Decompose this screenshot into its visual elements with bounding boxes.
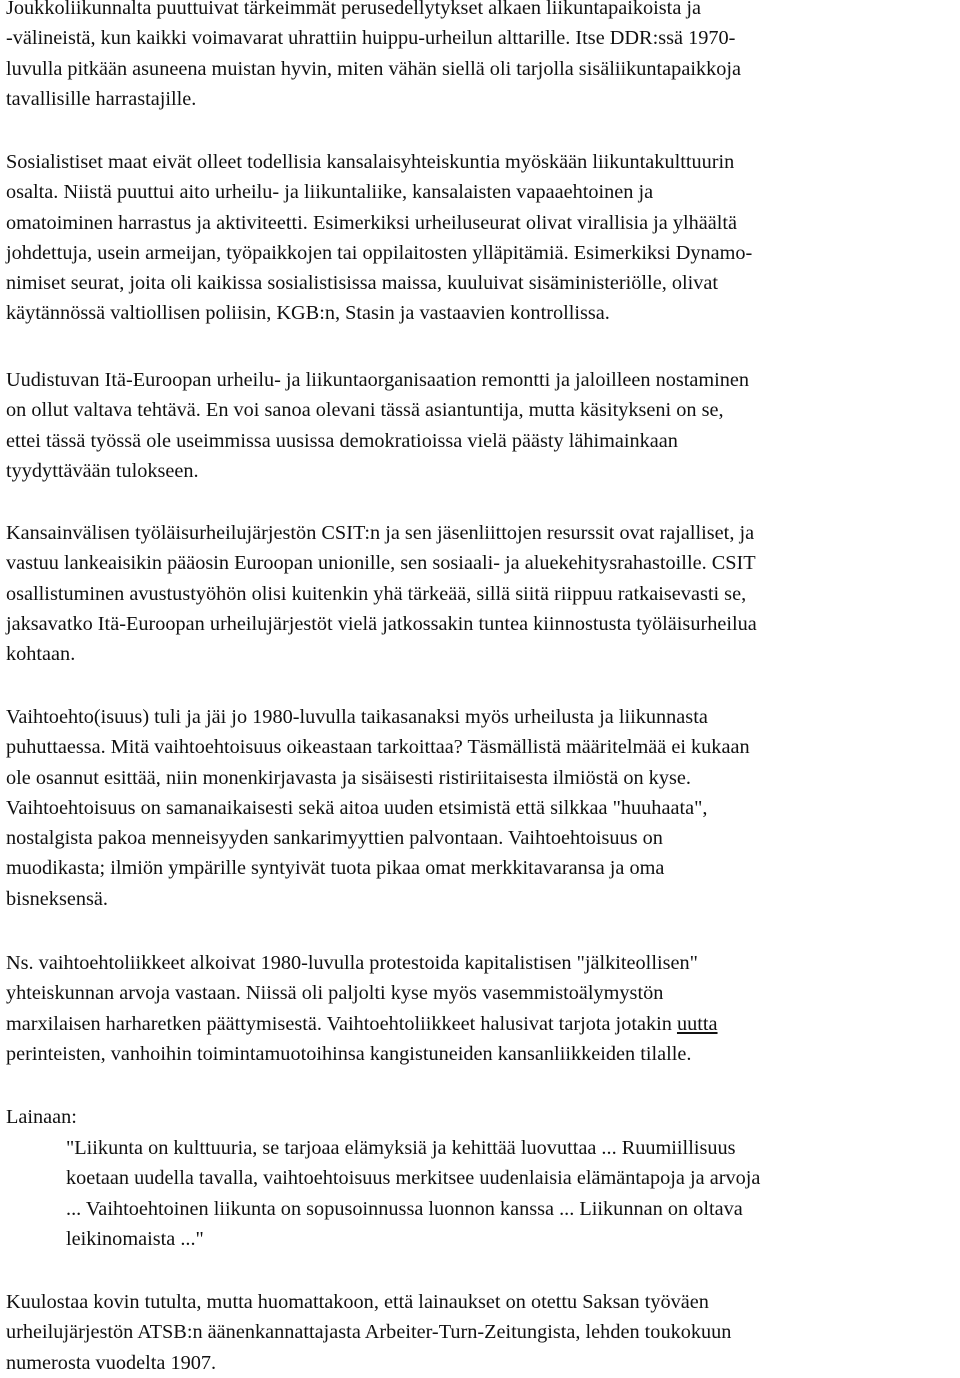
- underlined-word: uutta: [676, 1012, 718, 1035]
- paragraph-ita-euroopan-remontti: Uudistuvan Itä-Euroopan urheilu- ja liikuntaorganisaation remontti ja jaloilleen nostaminen on ollut valtava tehtävä. En voi sanoa olevani tässä asiantuntija, mutta käsitykseni on se, ettei tässä työssä ole useimmissa uusissa demokratioissa vielä päästy lähimainkaan tyydyttävään tulokseen.: [6, 369, 750, 482]
- paragraph-vaihtoehtoisuus: Vaihtoehto(isuus) tuli ja jäi jo 1980-luvulla taikasanaksi myös urheilusta ja liikunnasta puhuttaessa. Mitä vaihtoehtoisuus oikeastaan tarkoittaa? Täsmällistä määritelmää ei kukaan ole osannut esittää, niin monenkirjavasta ja sisäisesti ristiriitaisesta ilmiöstä on kyse. Vaihtoehtoisuus on samanaikaisesti sekä aitoa uuden etsimistä että silkkaa "huuhaata", nostalgista pakoa menneisyyden sankarimyyttien palvontaan. Vaihtoehtoisuus on muodikasta; ilmiön ympärille syntyivät tuota pikaa omat merkkitavaransa ja oma bisneksensä.: [6, 706, 750, 910]
- block-quote: "Liikunta on kulttuuria, se tarjoaa elämyksiä ja kehittää luovuttaa ... Ruumiillisuus koetaan uudella tavalla, vaihtoehtoisuus merkitsee uudenlaisia elämäntapoja ja arvoja ... Vaihtoehtoinen liikunta on sopusoinnussa luonnon kanssa ... Liikunnan on oltava leikinomaista ...": [66, 1137, 761, 1250]
- paragraph-joukkoliikunta: Joukkoliikunnalta puuttuivat tärkeimmät perusedellytykset alkaen liikuntapaikoista ja -välineistä, kun kaikki voimavarat uhrattiin huippu-urheilun alttarille. Itse DDR:ssä 1970- luvulla pitkään asuneena muistan hyvin, miten vähän siellä oli tarjolla sisäliikuntapaikkoja tavallisille harrastajille.: [6, 0, 742, 110]
- paragraph-csit: Kansainvälisen työläisurheilujärjestön CSIT:n ja sen jäsenliittojen resurssit ovat rajalliset, ja vastuu lankeaisikin pääosin Euroopan unionille, sen sosiaali- ja aluekehitysrahastoille. CSIT osallistuminen avustustyöhön olisi kuitenkin yhä tärkeää, sillä siitä riippuu ratkaisevasti se, jaksavatko Itä-Euroopan urheilujärjestöt vielä jatkossakin tuntea kiinnostusta työläisurheilua kohtaan.: [6, 522, 757, 666]
- paragraph-text-part: Ns. vaihtoehtoliikkeet alkoivat 1980-luvulla protestoida kapitalistisen "jälkiteollisen" yhteiskunnan arvoja vastaan. Niissä oli paljolti kyse myös vasemmistoälymystön marxilaisen harharetken päättymisestä. Vaihtoehtoliikkeet halusivat tarjota jotakin: [6, 952, 698, 1035]
- paragraph-lainaan: Lainaan:: [6, 1106, 77, 1128]
- paragraph-sosialistiset-maat: Sosialistiset maat eivät olleet todellisia kansalaisyhteiskuntia myöskään liikuntakulttuurin osalta. Niistä puuttui aito urheilu- ja liikuntaliike, kansalaisten vapaaehtoinen ja omatoiminen harrastus ja aktiviteetti. Esimerkiksi urheiluseurat olivat virallisia ja ylhäältä johdettuja, usein armeijan, työpaikkojen tai oppilaitosten ylläpitämiä. Esimerkiksi Dynamo- nimiset seurat, joita oli kaikissa sosialistisissa maissa, kuuluivat sisäministeriölle, olivat käytännössä valtiollisen poliisin, KGB:n, Stasin ja vastaavien kontrollissa.: [6, 151, 753, 325]
- paragraph-text-part: perinteisten, vanhoihin toimintamuotoihinsa kangistuneiden kansanliikkeiden tilalle.: [6, 1042, 692, 1065]
- paragraph-kuulostaa-tutulta: Kuulostaa kovin tutulta, mutta huomattakoon, että lainaukset on otettu Saksan työväen urheilujärjestön ATSB:n äänenkannattajasta Arbeiter-Turn-Zeitungista, lehden toukokuun numerosta vuodelta 1907.: [6, 1291, 732, 1374]
- paragraph-vaihtoehtoliikkeet: [6, 948, 718, 1069]
